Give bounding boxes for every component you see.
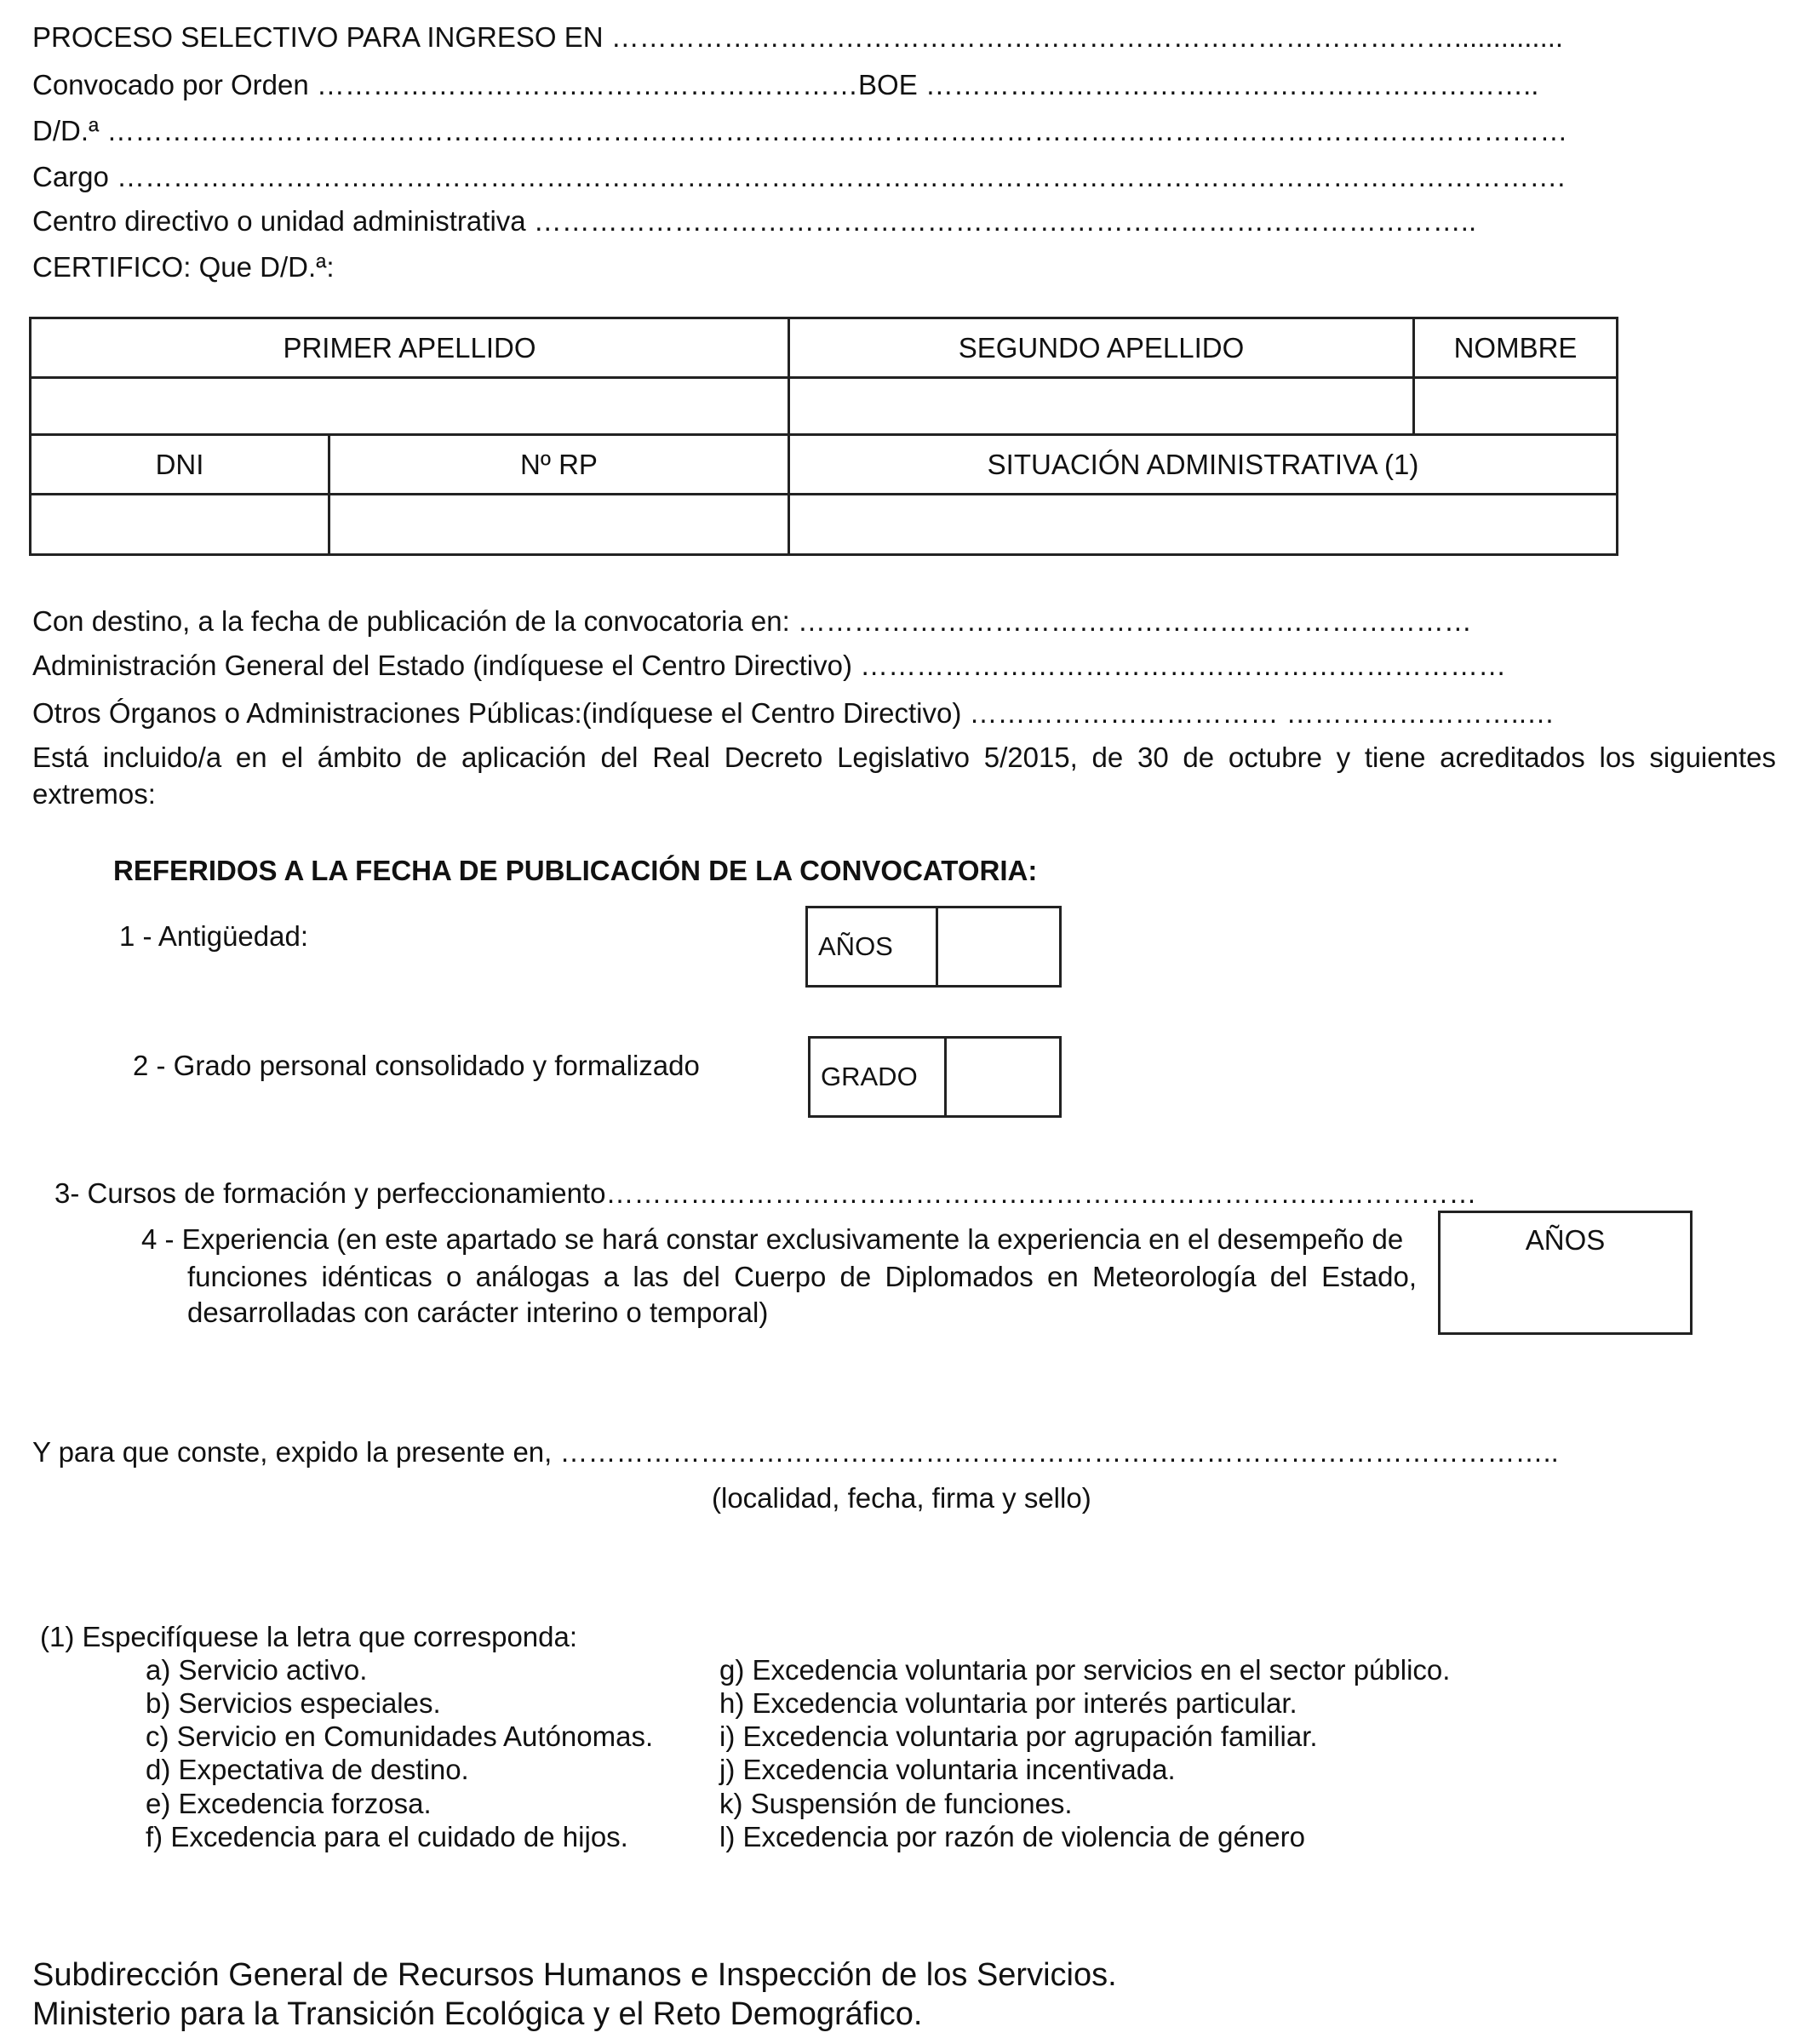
- dni-field[interactable]: [29, 493, 330, 556]
- list-item: h) Excedencia voluntaria por interés particular.: [719, 1687, 1297, 1719]
- list-item: c) Servicio en Comunidades Autónomas.: [146, 1721, 654, 1752]
- header-nombre: NOMBRE: [1412, 317, 1618, 379]
- grado-input-box[interactable]: [944, 1036, 1062, 1118]
- header-nrp: Nº RP: [328, 433, 790, 495]
- referidos-title: REFERIDOS A LA FECHA DE PUBLICACIÓN DE LA CONVOCATORIA:: [113, 855, 1038, 886]
- list-item: i) Excedencia voluntaria por agrupación familiar.: [719, 1721, 1318, 1752]
- header-segundo-apellido: SEGUNDO APELLIDO: [788, 317, 1415, 379]
- header-proceso: PROCESO SELECTIVO PARA INGRESO EN ………………………………………………………………………………..............: [32, 21, 1564, 53]
- list-item: e) Excedencia forzosa.: [146, 1788, 432, 1819]
- nrp-field[interactable]: [328, 493, 790, 556]
- list-item: f) Excedencia para el cuidado de hijos.: [146, 1821, 628, 1852]
- segundo-apellido-field[interactable]: [788, 376, 1415, 436]
- list-item: j) Excedencia voluntaria incentivada.: [719, 1754, 1176, 1785]
- experiencia-anos-box[interactable]: [1438, 1211, 1693, 1335]
- list-item: b) Servicios especiales.: [146, 1687, 441, 1719]
- footer-subdireccion: Subdirección General de Recursos Humanos e Inspección de los Servicios.: [32, 1957, 1117, 1993]
- ambito-paragraph: Está incluido/a en el ámbito de aplicación del Real Decreto Legislativo 5/2015, de 30 de octubre y tiene acreditados los siguientes extremos:: [32, 741, 1776, 810]
- item-experiencia-line3: desarrolladas con carácter interino o temporal): [187, 1297, 769, 1328]
- item-cursos: 3- Cursos de formación y perfeccionamiento…………………………………………………………………………………: [54, 1177, 1477, 1209]
- anos-input-box[interactable]: [936, 906, 1062, 988]
- header-convocado: Convocado por Orden ……………………….…………………………BOE ………………………….……………………………..: [32, 69, 1539, 100]
- header-cargo: Cargo ……………………….……………………………………………………………………………………………………………….: [32, 161, 1566, 192]
- item-grado: 2 - Grado personal consolidado y formalizado: [133, 1050, 700, 1081]
- list-item: g) Excedencia voluntaria por servicios en el sector público.: [719, 1654, 1451, 1686]
- header-dd: D/D.ª …………………………………………………………………………………………………………………………………………: [32, 115, 1568, 146]
- anos-label-box: AÑOS: [805, 906, 938, 988]
- list-item: l) Excedencia por razón de violencia de género: [719, 1821, 1305, 1852]
- item-experiencia-line1: 4 - Experiencia (en este apartado se hará constar exclusivamente la experiencia en el desempeño de: [141, 1223, 1404, 1255]
- grado-label-box: GRADO: [808, 1036, 947, 1118]
- header-dni: DNI: [29, 433, 330, 495]
- footer-ministerio: Ministerio para la Transición Ecológica y el Reto Demográfico.: [32, 1996, 923, 2032]
- notes-title: (1) Especifíquese la letra que corresponda:: [40, 1621, 578, 1652]
- header-certifico: CERTIFICO: Que D/D.ª:: [32, 251, 335, 283]
- nombre-field[interactable]: [1412, 376, 1618, 436]
- destino-line: Con destino, a la fecha de publicación de la convocatoria en: ………………………………………………………………: [32, 605, 1472, 637]
- primer-apellido-field[interactable]: [29, 376, 790, 436]
- age-line: Administración General del Estado (indíquese el Centro Directivo) ……………………………………………………………: [32, 650, 1507, 681]
- item-experiencia-line2: funciones idénticas o análogas a las del Cuerpo de Diplomados en Meteorología del Estado,: [187, 1261, 1417, 1292]
- item-antiguedad: 1 - Antigüedad:: [119, 920, 309, 952]
- expido-line: Y para que conste, expido la presente en, ……………………………………………………………………………………………..: [32, 1436, 1559, 1468]
- list-item: k) Suspensión de funciones.: [719, 1788, 1073, 1819]
- otros-organos-line: Otros Órganos o Administraciones Públicas:(indíquese el Centro Directivo) …………………………… ……………………..…: [32, 697, 1555, 729]
- situacion-field[interactable]: [788, 493, 1618, 556]
- experiencia-anos-label: AÑOS: [1525, 1224, 1606, 1256]
- header-centro: Centro directivo o unidad administrativa ………………………………………………………………………………………..: [32, 205, 1477, 237]
- expido-sub: (localidad, fecha, firma y sello): [712, 1482, 1091, 1514]
- header-situacion: SITUACIÓN ADMINISTRATIVA (1): [788, 433, 1618, 495]
- header-primer-apellido: PRIMER APELLIDO: [29, 317, 790, 379]
- list-item: d) Expectativa de destino.: [146, 1754, 469, 1785]
- list-item: a) Servicio activo.: [146, 1654, 368, 1686]
